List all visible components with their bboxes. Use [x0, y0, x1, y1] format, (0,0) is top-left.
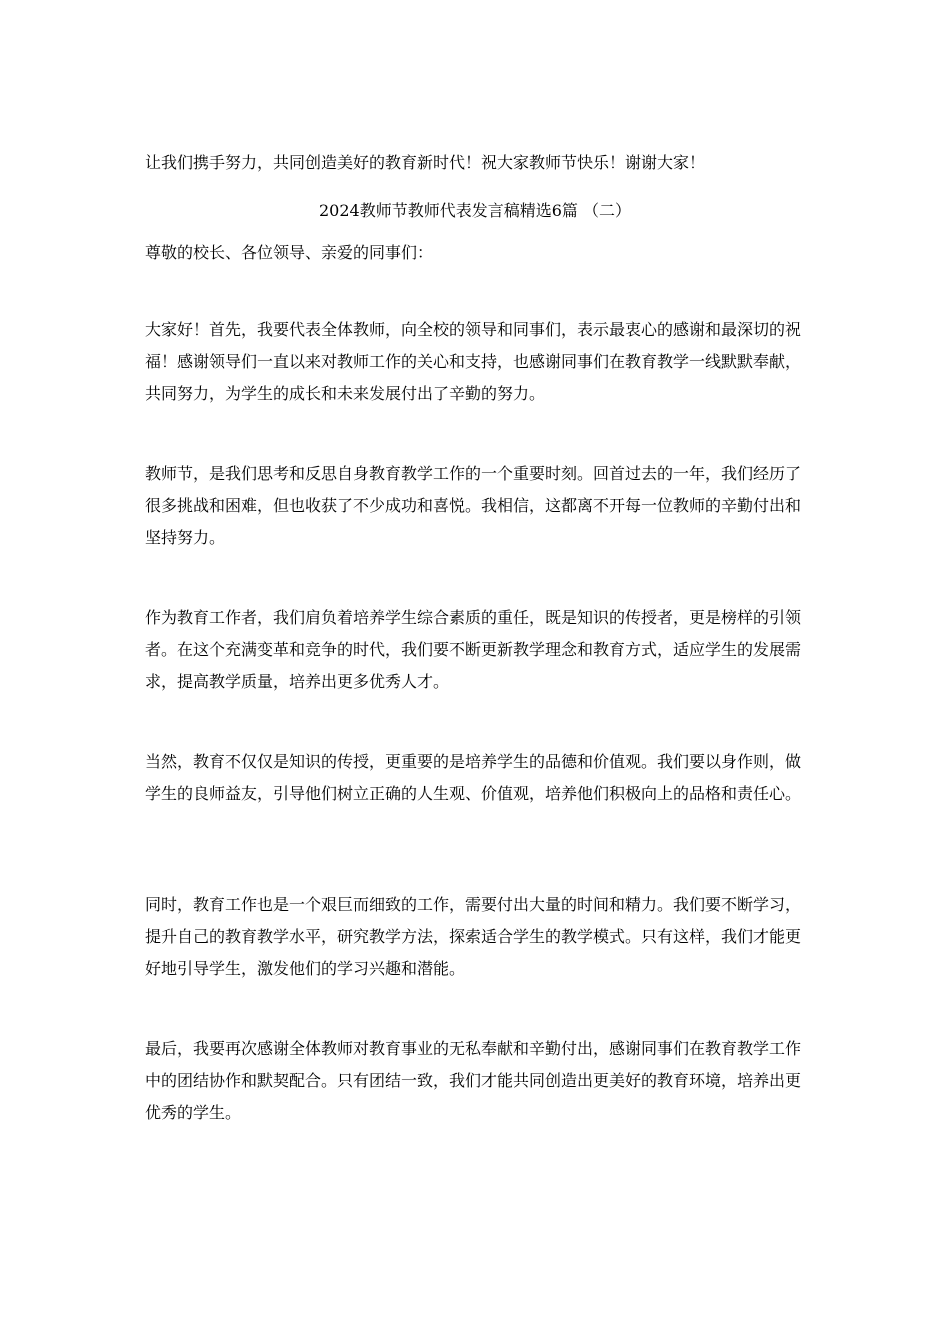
section-title: 2024教师节教师代表发言稿精选6篇 （二）	[319, 201, 631, 220]
closing-line: 让我们携手努力，共同创造美好的教育新时代！祝大家教师节快乐！谢谢大家！	[145, 153, 706, 172]
paragraph-4: 当然，教育不仅仅是知识的传授，更重要的是培养学生的品德和价值观。我们要以身作则，做学生的良师益友，引导他们树立正确的人生观、价值观，培养他们积极向上的品格和责任心。	[145, 752, 802, 803]
paragraph-2: 教师节，是我们思考和反思自身教育教学工作的一个重要时刻。回首过去的一年，我们经历了很多挑战和困难，但也收获了不少成功和喜悦。我相信，这都离不开每一位教师的辛勤付出和坚持努力。	[145, 464, 802, 547]
paragraph-5: 同时，教育工作也是一个艰巨而细致的工作，需要付出大量的时间和精力。我们要不断学习，提升自己的教育教学水平，研究教学方法，探索适合学生的教学模式。只有这样，我们才能更好地引导学生，激发他们的学习兴趣和潜能。	[145, 895, 802, 978]
paragraph-1: 大家好！首先，我要代表全体教师，向全校的领导和同事们，表示最衷心的感谢和最深切的祝福！感谢领导们一直以来对教师工作的关心和支持，也感谢同事们在教育教学一线默默奉献，共同努力，为学生的成长和未来发展付出了辛勤的努力。	[145, 320, 802, 403]
paragraph-6: 最后，我要再次感谢全体教师对教育事业的无私奉献和辛勤付出，感谢同事们在教育教学工作中的团结协作和默契配合。只有团结一致，我们才能共同创造出更美好的教育环境，培养出更优秀的学生。	[145, 1039, 802, 1122]
paragraph-3: 作为教育工作者，我们肩负着培养学生综合素质的重任，既是知识的传授者，更是榜样的引领者。在这个充满变革和竞争的时代，我们要不断更新教学理念和教育方式，适应学生的发展需求，提高教学质量，培养出更多优秀人才。	[145, 608, 802, 691]
salutation: 尊敬的校长、各位领导、亲爱的同事们：	[145, 243, 434, 262]
